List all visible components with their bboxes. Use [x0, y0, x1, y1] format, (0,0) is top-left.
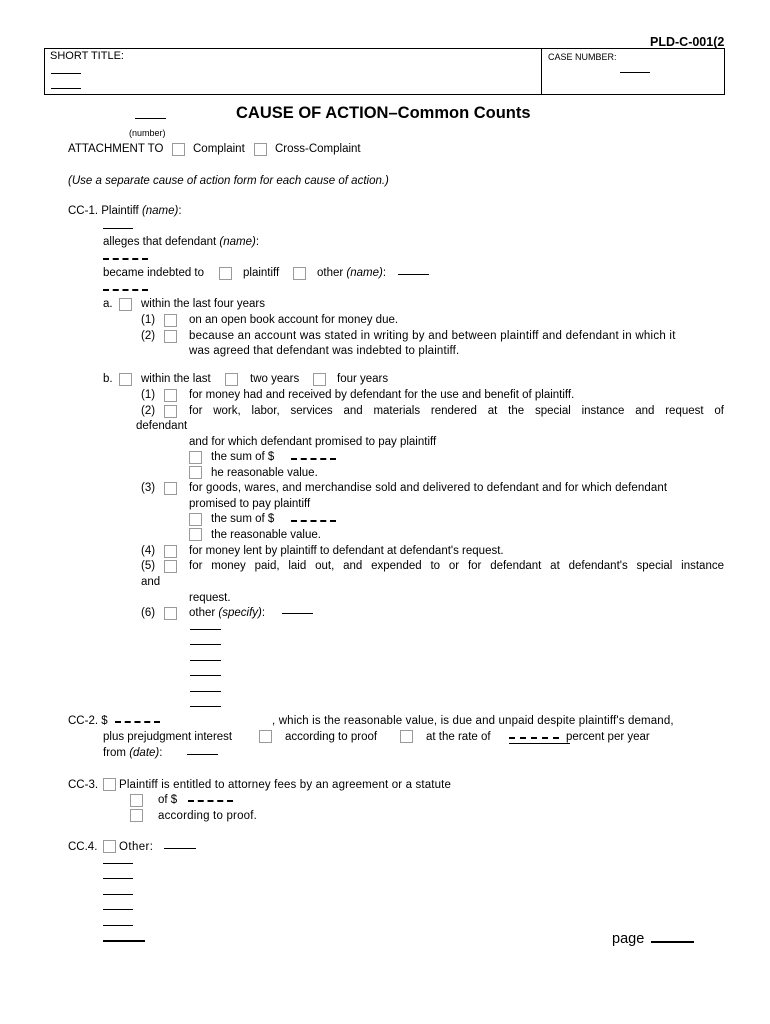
- indebted-other-label: other: [317, 267, 344, 279]
- cc4-line-6[interactable]: [103, 940, 145, 942]
- four-years-label: four years: [337, 373, 389, 385]
- b2-cont: and for which defendant promised to pay plaintiff: [189, 436, 437, 448]
- alleges-label: alleges that defendant: [103, 236, 217, 248]
- b6-checkbox[interactable]: [164, 607, 177, 620]
- complaint-checkbox[interactable]: [172, 143, 185, 156]
- defendant-name-field[interactable]: [103, 258, 148, 260]
- b6-label: other: [189, 607, 216, 619]
- b3-reasonable-checkbox[interactable]: [189, 528, 202, 541]
- caption-divider: [541, 48, 542, 95]
- b1-text: for money had and received by defendant for the use and benefit of plaintiff.: [189, 389, 575, 401]
- indebted-other-text: other (name):: [317, 267, 387, 279]
- a2-num: (2): [141, 330, 156, 342]
- case-number-field[interactable]: [620, 72, 650, 73]
- cc2-according-checkbox[interactable]: [259, 730, 272, 743]
- b4-text: for money lent by plaintiff to defendant at defendant's request.: [189, 545, 504, 557]
- b2-reasonable-checkbox[interactable]: [189, 466, 202, 479]
- b3-reasonable-label: the reasonable value.: [211, 529, 321, 541]
- cc4-other-field[interactable]: [164, 848, 196, 849]
- b-text: within the last: [141, 373, 211, 385]
- b5-cont: request.: [189, 592, 231, 604]
- b6-text: other (specify):: [189, 607, 266, 619]
- cc3-according-checkbox[interactable]: [130, 809, 143, 822]
- attachment-label: ATTACHMENT TO: [68, 143, 164, 155]
- other-name-field[interactable]: [398, 274, 429, 275]
- cc1-name-hint: (name): [141, 205, 179, 217]
- cc3-text: Plaintiff is entitled to attorney fees by an agreement or a statute: [119, 779, 452, 791]
- cc3-of-label: of $: [158, 794, 178, 806]
- cc2-rate-label: at the rate of: [426, 731, 491, 743]
- b2-sum-field[interactable]: [291, 458, 336, 460]
- short-title-field-1[interactable]: [51, 73, 81, 74]
- b3-cont: promised to pay plaintiff: [189, 498, 311, 510]
- b6-line-5[interactable]: [190, 691, 221, 692]
- a2-text: because an account was stated in writing by and between plaintiff and defendant in which it: [189, 330, 676, 342]
- cc4-label: CC.4.: [68, 841, 98, 853]
- cc2-interest-label: plus prejudgment interest: [103, 731, 233, 743]
- defendant-name-hint: (name): [219, 236, 256, 248]
- instruction-text: (Use a separate cause of action form for each cause of action.): [68, 175, 389, 187]
- cc1-plaintiff-label: CC-1. Plaintiff: [68, 205, 139, 217]
- b3-checkbox[interactable]: [164, 482, 177, 495]
- number-label: (number): [129, 128, 166, 138]
- b6-line-1[interactable]: [190, 629, 221, 630]
- other-name-hint: (name): [346, 267, 383, 279]
- a2-cont: was agreed that defendant was indebted to plaintiff.: [189, 345, 460, 357]
- indebted-other-checkbox[interactable]: [293, 267, 306, 280]
- short-title-label: SHORT TITLE:: [50, 50, 124, 62]
- b5-text: for money paid, laid out, and expended to or for defendant at defendant's special instance: [189, 560, 724, 572]
- became-indebted-label: became indebted to: [103, 267, 205, 279]
- b3-sum-checkbox[interactable]: [189, 513, 202, 526]
- cc2-according-label: according to proof: [285, 731, 378, 743]
- b4-num: (4): [141, 545, 156, 557]
- b3-sum-label: the sum of $: [211, 513, 275, 525]
- b6-specify-hint: (specify): [218, 607, 262, 619]
- cross-complaint-label: Cross-Complaint: [275, 143, 361, 155]
- b2-reasonable-label: he reasonable value.: [211, 467, 318, 479]
- cc3-amount-field[interactable]: [188, 800, 233, 802]
- b-checkbox[interactable]: [119, 373, 132, 386]
- b2-checkbox[interactable]: [164, 405, 177, 418]
- a1-text: on an open book account for money due.: [189, 314, 399, 326]
- cc4-line-4[interactable]: [103, 909, 133, 910]
- b6-line-4[interactable]: [190, 675, 221, 676]
- short-title-field-2[interactable]: [51, 88, 81, 89]
- cc2-from-text: from (date):: [103, 747, 163, 759]
- cross-complaint-checkbox[interactable]: [254, 143, 267, 156]
- two-years-label: two years: [250, 373, 300, 385]
- cc4-line-2[interactable]: [103, 878, 133, 879]
- b4-checkbox[interactable]: [164, 545, 177, 558]
- a1-num: (1): [141, 314, 156, 326]
- cc4-line-1[interactable]: [103, 863, 133, 864]
- b2-sum-label: the sum of $: [211, 451, 275, 463]
- cc2-date-hint: (date): [129, 747, 160, 759]
- cc2-from-label: from: [103, 747, 126, 759]
- complaint-label: Complaint: [193, 143, 245, 155]
- b3-sum-field[interactable]: [291, 520, 336, 522]
- form-title: CAUSE OF ACTION–Common Counts: [236, 104, 531, 122]
- alleges-text: alleges that defendant (name):: [103, 236, 260, 248]
- plaintiff-name-field[interactable]: [103, 228, 133, 229]
- cc2-percent-label: percent per year: [566, 731, 650, 743]
- cc2-amount-field[interactable]: [115, 721, 160, 723]
- cc4-line-3[interactable]: [103, 894, 133, 895]
- b2-text: for work, labor, services and materials rendered at the special instance and request of: [189, 405, 724, 417]
- cc4-line-5[interactable]: [103, 925, 133, 926]
- cc3-according-label: according to proof.: [158, 810, 258, 822]
- b5-checkbox[interactable]: [164, 560, 177, 573]
- b3-text: for goods, wares, and merchandise sold and delivered to defendant and for which defendant: [189, 482, 668, 494]
- b6-num: (6): [141, 607, 156, 619]
- indebted-plaintiff-checkbox[interactable]: [219, 267, 232, 280]
- cc2-rate-underline: [509, 743, 570, 744]
- cc3-checkbox[interactable]: [103, 778, 116, 791]
- indebted-plaintiff-label: plaintiff: [243, 267, 280, 279]
- cc4-checkbox[interactable]: [103, 840, 116, 853]
- b6-specify-field[interactable]: [282, 613, 313, 614]
- b6-line-2[interactable]: [190, 644, 221, 645]
- b5-wrap: and: [141, 576, 161, 588]
- cc2-date-field[interactable]: [187, 754, 218, 755]
- indebted-name-field[interactable]: [103, 289, 148, 291]
- cc2-rate-checkbox[interactable]: [400, 730, 413, 743]
- cc1-label: CC-1. Plaintiff (name):: [68, 205, 182, 217]
- a1-checkbox[interactable]: [164, 314, 177, 327]
- b2-sum-checkbox[interactable]: [189, 451, 202, 464]
- cc3-of-checkbox[interactable]: [130, 794, 143, 807]
- cc2-rate-field[interactable]: [509, 737, 559, 739]
- case-number-label: CASE NUMBER:: [548, 52, 617, 62]
- b1-checkbox[interactable]: [164, 389, 177, 402]
- b2-num: (2): [141, 405, 156, 417]
- two-years-checkbox[interactable]: [225, 373, 238, 386]
- a-label: a.: [103, 298, 113, 310]
- b5-num: (5): [141, 560, 156, 572]
- number-field[interactable]: [135, 118, 166, 119]
- form-number: PLD-C-001(2: [650, 35, 725, 49]
- b2-wrap: defendant: [136, 420, 188, 432]
- b6-line-3[interactable]: [190, 660, 221, 661]
- cc3-label: CC-3.: [68, 779, 99, 791]
- b6-line-6[interactable]: [190, 706, 221, 707]
- page-number-field[interactable]: [651, 941, 694, 943]
- b1-num: (1): [141, 389, 156, 401]
- a-text: within the last four years: [141, 298, 266, 310]
- page-label: page: [612, 931, 645, 947]
- cc4-text: Other:: [119, 841, 154, 853]
- a2-checkbox[interactable]: [164, 330, 177, 343]
- a-checkbox[interactable]: [119, 298, 132, 311]
- cc2-text: , which is the reasonable value, is due and unpaid despite plaintiff's demand,: [272, 715, 674, 727]
- cc2-label: CC-2. $: [68, 715, 108, 727]
- b3-num: (3): [141, 482, 156, 494]
- four-years-checkbox[interactable]: [313, 373, 326, 386]
- b-label: b.: [103, 373, 113, 385]
